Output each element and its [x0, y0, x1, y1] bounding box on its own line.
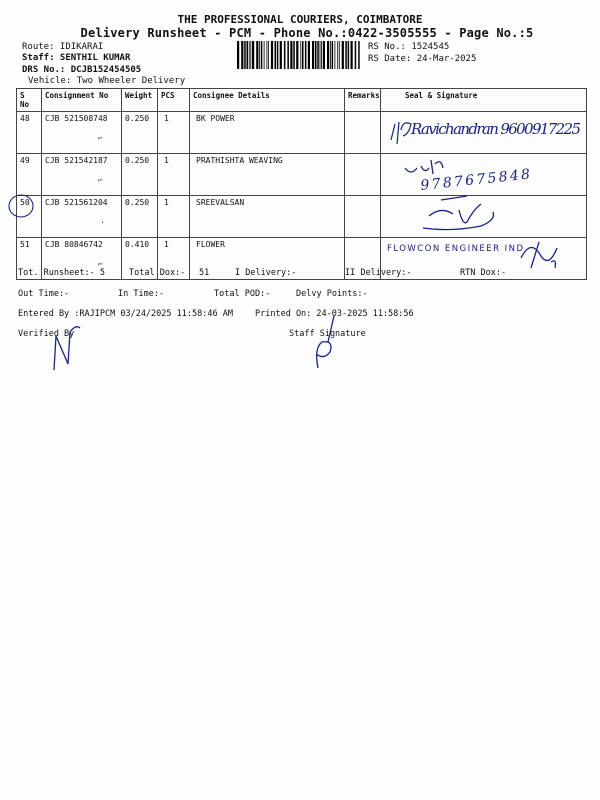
signature-row49	[381, 154, 587, 196]
table-row	[17, 154, 587, 196]
staff-signature-label: Staff Signature	[289, 329, 366, 339]
cell-pcs: 1	[158, 238, 190, 280]
signature-row48	[381, 112, 587, 154]
cell-weight: 0.250	[122, 112, 158, 154]
total-pod: Total POD:-	[214, 289, 271, 299]
consignment-text: CJB 521508748	[45, 114, 108, 123]
col-pcs: PCS	[158, 89, 190, 112]
cell-sno: 51	[17, 238, 42, 280]
cell-remarks	[345, 112, 381, 154]
i-delivery: I Delivery:-	[235, 268, 297, 278]
cell-consignee: SREEVALSAN	[190, 196, 345, 238]
consignment-text: CJB 521542187	[45, 156, 108, 165]
tick-mark: ⌐	[98, 134, 103, 143]
cell-seal	[381, 196, 587, 238]
entered-by: Entered By :RAJIPCM 03/24/2025 11:58:46 AM	[18, 309, 233, 319]
cell-weight: 0.250	[122, 154, 158, 196]
printed-on: Printed On: 24-03-2025 11:58:56	[255, 309, 414, 319]
route-label: Route: IDIKARAI	[22, 42, 104, 52]
svg-text:Ravichandran 9600917225: Ravichandran 9600917225	[411, 120, 581, 138]
cell-consignment	[42, 154, 122, 196]
total-dox-label: Total Dox:-	[129, 268, 186, 278]
table-row	[17, 196, 587, 238]
cell-pcs: 1	[158, 154, 190, 196]
delivery-points: Delvy Points:-	[296, 289, 368, 299]
sno-text: 50	[20, 198, 30, 207]
ii-delivery: II Delivery:-	[345, 268, 412, 278]
cell-weight: 0.250	[122, 196, 158, 238]
runsheet-title: Delivery Runsheet - PCM - Phone No.:0422-3505555 - Page No.:5	[80, 26, 534, 40]
col-remarks: Remarks	[345, 89, 381, 112]
cell-consignee: BK POWER	[190, 112, 345, 154]
cell-pcs: 1	[158, 196, 190, 238]
rtn-dox: RTN Dox:-	[460, 268, 507, 278]
signature-row50	[381, 196, 587, 238]
cell-sno: 48	[17, 112, 42, 154]
rs-number: RS No.: 1524545	[368, 42, 450, 52]
cell-consignment	[42, 112, 122, 154]
cell-consignment	[42, 196, 122, 238]
col-seal: Seal & Signature	[381, 89, 587, 112]
drs-number: DRS No.: DCJB152454505	[22, 65, 142, 75]
col-sno: S No	[17, 89, 42, 112]
tick-mark: ⌐	[98, 176, 103, 185]
cell-remarks	[345, 154, 381, 196]
table-row	[17, 112, 587, 154]
cell-seal	[381, 112, 587, 154]
company-title: THE PROFESSIONAL COURIERS, COIMBATORE	[177, 13, 423, 26]
cell-remarks	[345, 196, 381, 238]
col-consignee: Consignee Details	[190, 89, 345, 112]
consignment-text: CJB 80846742	[45, 240, 103, 249]
table-header-row	[17, 89, 587, 112]
rs-date: RS Date: 24-Mar-2025	[368, 54, 477, 64]
barcode-image	[236, 41, 362, 69]
svg-text:FLOWCON ENGINEER IND: FLOWCON ENGINEER IND	[387, 244, 523, 254]
cell-seal	[381, 154, 587, 196]
verifier-signature	[40, 318, 100, 378]
cell-pcs: 1	[158, 112, 190, 154]
verified-by-label: Verified By	[18, 329, 75, 339]
col-weight: Weight	[122, 89, 158, 112]
vehicle-label: Vehicle: Two Wheeler Delivery	[28, 76, 186, 86]
cell-consignee: PRATHISHTA WEAVING	[190, 154, 345, 196]
total-dox-value: 51	[199, 268, 210, 278]
cell-sno: 49	[17, 154, 42, 196]
in-time: In Time:-	[118, 289, 165, 299]
cell-sno	[17, 196, 42, 238]
tick-mark: ·	[100, 218, 105, 227]
runsheet-table	[16, 88, 587, 280]
col-consignment: Consignment No	[42, 89, 122, 112]
circled-mark	[7, 192, 39, 224]
svg-text:9787675848: 9787675848	[419, 166, 531, 194]
total-runsheet: Tot. Runsheet:- 5	[18, 268, 105, 278]
cell-consignee: FLOWER	[190, 238, 345, 280]
out-time: Out Time:-	[18, 289, 70, 299]
staff-signature	[300, 312, 360, 376]
staff-label: Staff: SENTHIL KUMAR	[22, 53, 131, 63]
tick-mark: ⌐	[98, 260, 103, 269]
cell-weight: 0.410	[122, 238, 158, 280]
consignment-text: CJB 521561204	[45, 198, 108, 207]
